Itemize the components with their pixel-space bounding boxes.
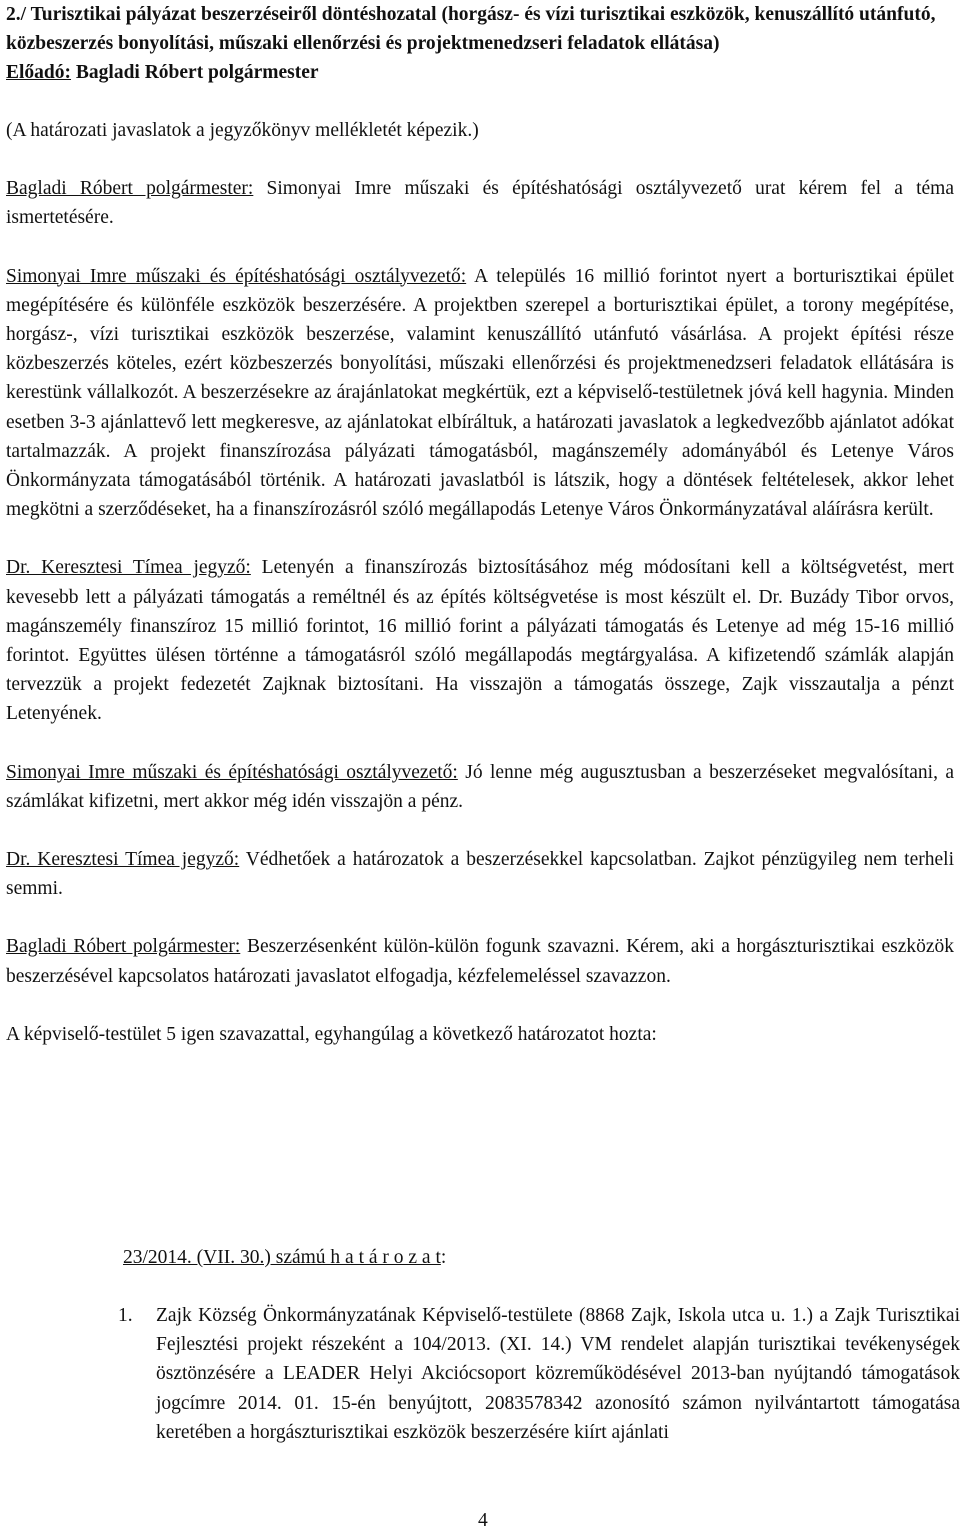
- speaker-name: Dr. Keresztesi Tímea jegyző:: [6, 557, 251, 579]
- document-page: [6, 0, 960, 1531]
- vote-statement: A képviselő-testület 5 igen szavazattal, egyhangúlag a következő határozatot hozta:: [6, 1023, 657, 1045]
- speaker-name: Simonyai Imre műszaki és építéshatósági osztályvezető:: [6, 761, 458, 783]
- minutes-paragraph: [6, 262, 954, 525]
- speech-text: A település 16 millió forintot nyert a borturisztikai épület megépítésére és különféle eszközök beszerzésére. A projektben szerepel a borturisztikai épület, a torony megépítése, horgász-, vízi turisztikai eszközök beszerzése, valamint kenuszállító utánfutó vásárlása. A projekt építési része közbeszerzés köteles, ezért közbeszerzés bonyolítási, műszaki ellenőrzési és projektmenedzseri feladatok ellátására is kerestünk vállalkozót. A beszerzésekre az árajánlatokat megkértük, ezt a képviselő-testületnek jóvá kell hagynia. Minden esetben 3-3 ajánlattevő lett megkeresve, az ajánlatokat elbíráltuk, a határozati javaslatok a legkedvezőbb ajánlatot adókat tartalmazzák. A projekt finanszírozása pályázati támogatásból, magánszemély adományából és Letenye Város Önkormányzata támogatásából történik. A határozati javaslatból is látszik, hogy a döntések feltételesek, akkor lehet megkötni a szerződéseket, ha a finanszírozásról szóló megállapodás Letenye Város Önkormányzatával aláírásra került.: [6, 265, 954, 521]
- speech-text: Beszerzésenként külön-külön fogunk szavazni. Kérem, aki a horgászturisztikai eszközök beszerzésével kapcsolatos határozati javaslatot elfogadja, kézfelemeléssel szavazzon.: [6, 936, 954, 987]
- item-text: Zajk Község Önkormányzatának Képviselő-testülete (8868 Zajk, Iskola utca u. 1.) a Zajk Turisztikai Fejlesztési projekt részeként a 104/2013. (XI. 14.) VM rendelet alapján turisztikai tevékenységek ösztönzésére a LEADER Helyi Akciócsoport közreműködésével 2013-ban nyújtandó támogatások jogcímre 2014. 01. 15-én benyújtott, 2083578342 azonosító számon nyilvántartott támogatása keretében a horgászturisztikai eszközök beszerzésére kiírt ajánlati: [156, 1305, 960, 1443]
- presenter-name: Bagladi Róbert polgármester: [71, 62, 319, 83]
- minutes-paragraph: [6, 553, 954, 728]
- agenda-title: 2./ Turisztikai pályázat beszerzéseiről döntéshozatal (horgász- és vízi turisztikai eszközök, kenuszállító utánfutó, közbeszerzés bonyolítási, műszaki ellenőrzési és projektmenedzseri feladatok ellátása): [6, 4, 936, 54]
- page-number: 4: [478, 1510, 488, 1531]
- resolution-colon: :: [440, 1247, 447, 1268]
- minutes-paragraph: [6, 174, 954, 232]
- speech-text: Jó lenne még augusztusban a beszerzéseket megvalósítani, a számlákat kifizetni, mert akkor még idén visszajön a pénz.: [6, 761, 955, 812]
- agenda-heading: [6, 0, 954, 87]
- annex-note: (A határozati javaslatok a jegyzőkönyv mellékletét képezik.): [6, 120, 479, 141]
- minutes-paragraph: [6, 758, 954, 816]
- presenter-line: [6, 58, 954, 87]
- speech-text: Simonyai Imre műszaki és építéshatósági osztályvezető urat kérem fel a téma ismertetésére.: [6, 178, 955, 229]
- presenter-label: Előadó:: [6, 62, 72, 83]
- item-number: 1.: [118, 1305, 133, 1326]
- speech-text: Védhetőek a határozatok a beszerzésekkel kapcsolatban. Zajkot pénzügyileg nem terheli semmi.: [6, 849, 954, 900]
- speaker-name: Simonyai Imre műszaki és építéshatósági osztályvezető:: [6, 265, 467, 287]
- speech-text: Letenyén a finanszírozás biztosításához még módosítani kell a költségvetést, mert kevesebb lett a pályázati támogatás a reméltnél és az építés költségvetése is most készült el. Dr. Buzády Tibor orvos, magánszemély finanszíroz 15 millió forintot, 16 millió forint a pályázati támogatás és Letenye ad még 15-16 millió forintot. Együttes ülésen történne a támogatásról szóló megállapodás megtárgyalása. A kifizetendő számlák alapján tervezzük a projekt fedezetét Zajknak biztosítani. Ha visszajön a támogatás összege, Zajk visszautalja a pénzt Letenyének.: [6, 557, 955, 725]
- speaker-name: Bagladi Róbert polgármester:: [6, 178, 254, 200]
- minutes-paragraph: [6, 845, 954, 903]
- resolution-title: [123, 1243, 446, 1272]
- speaker-name: Dr. Keresztesi Tímea jegyző:: [6, 849, 240, 871]
- resolution-number: 23/2014. (VII. 30.) számú h a t á r o z a t: [123, 1247, 441, 1268]
- speaker-name: Bagladi Róbert polgármester:: [6, 936, 241, 958]
- minutes-paragraph: [6, 932, 954, 990]
- resolution-item: [118, 1301, 960, 1447]
